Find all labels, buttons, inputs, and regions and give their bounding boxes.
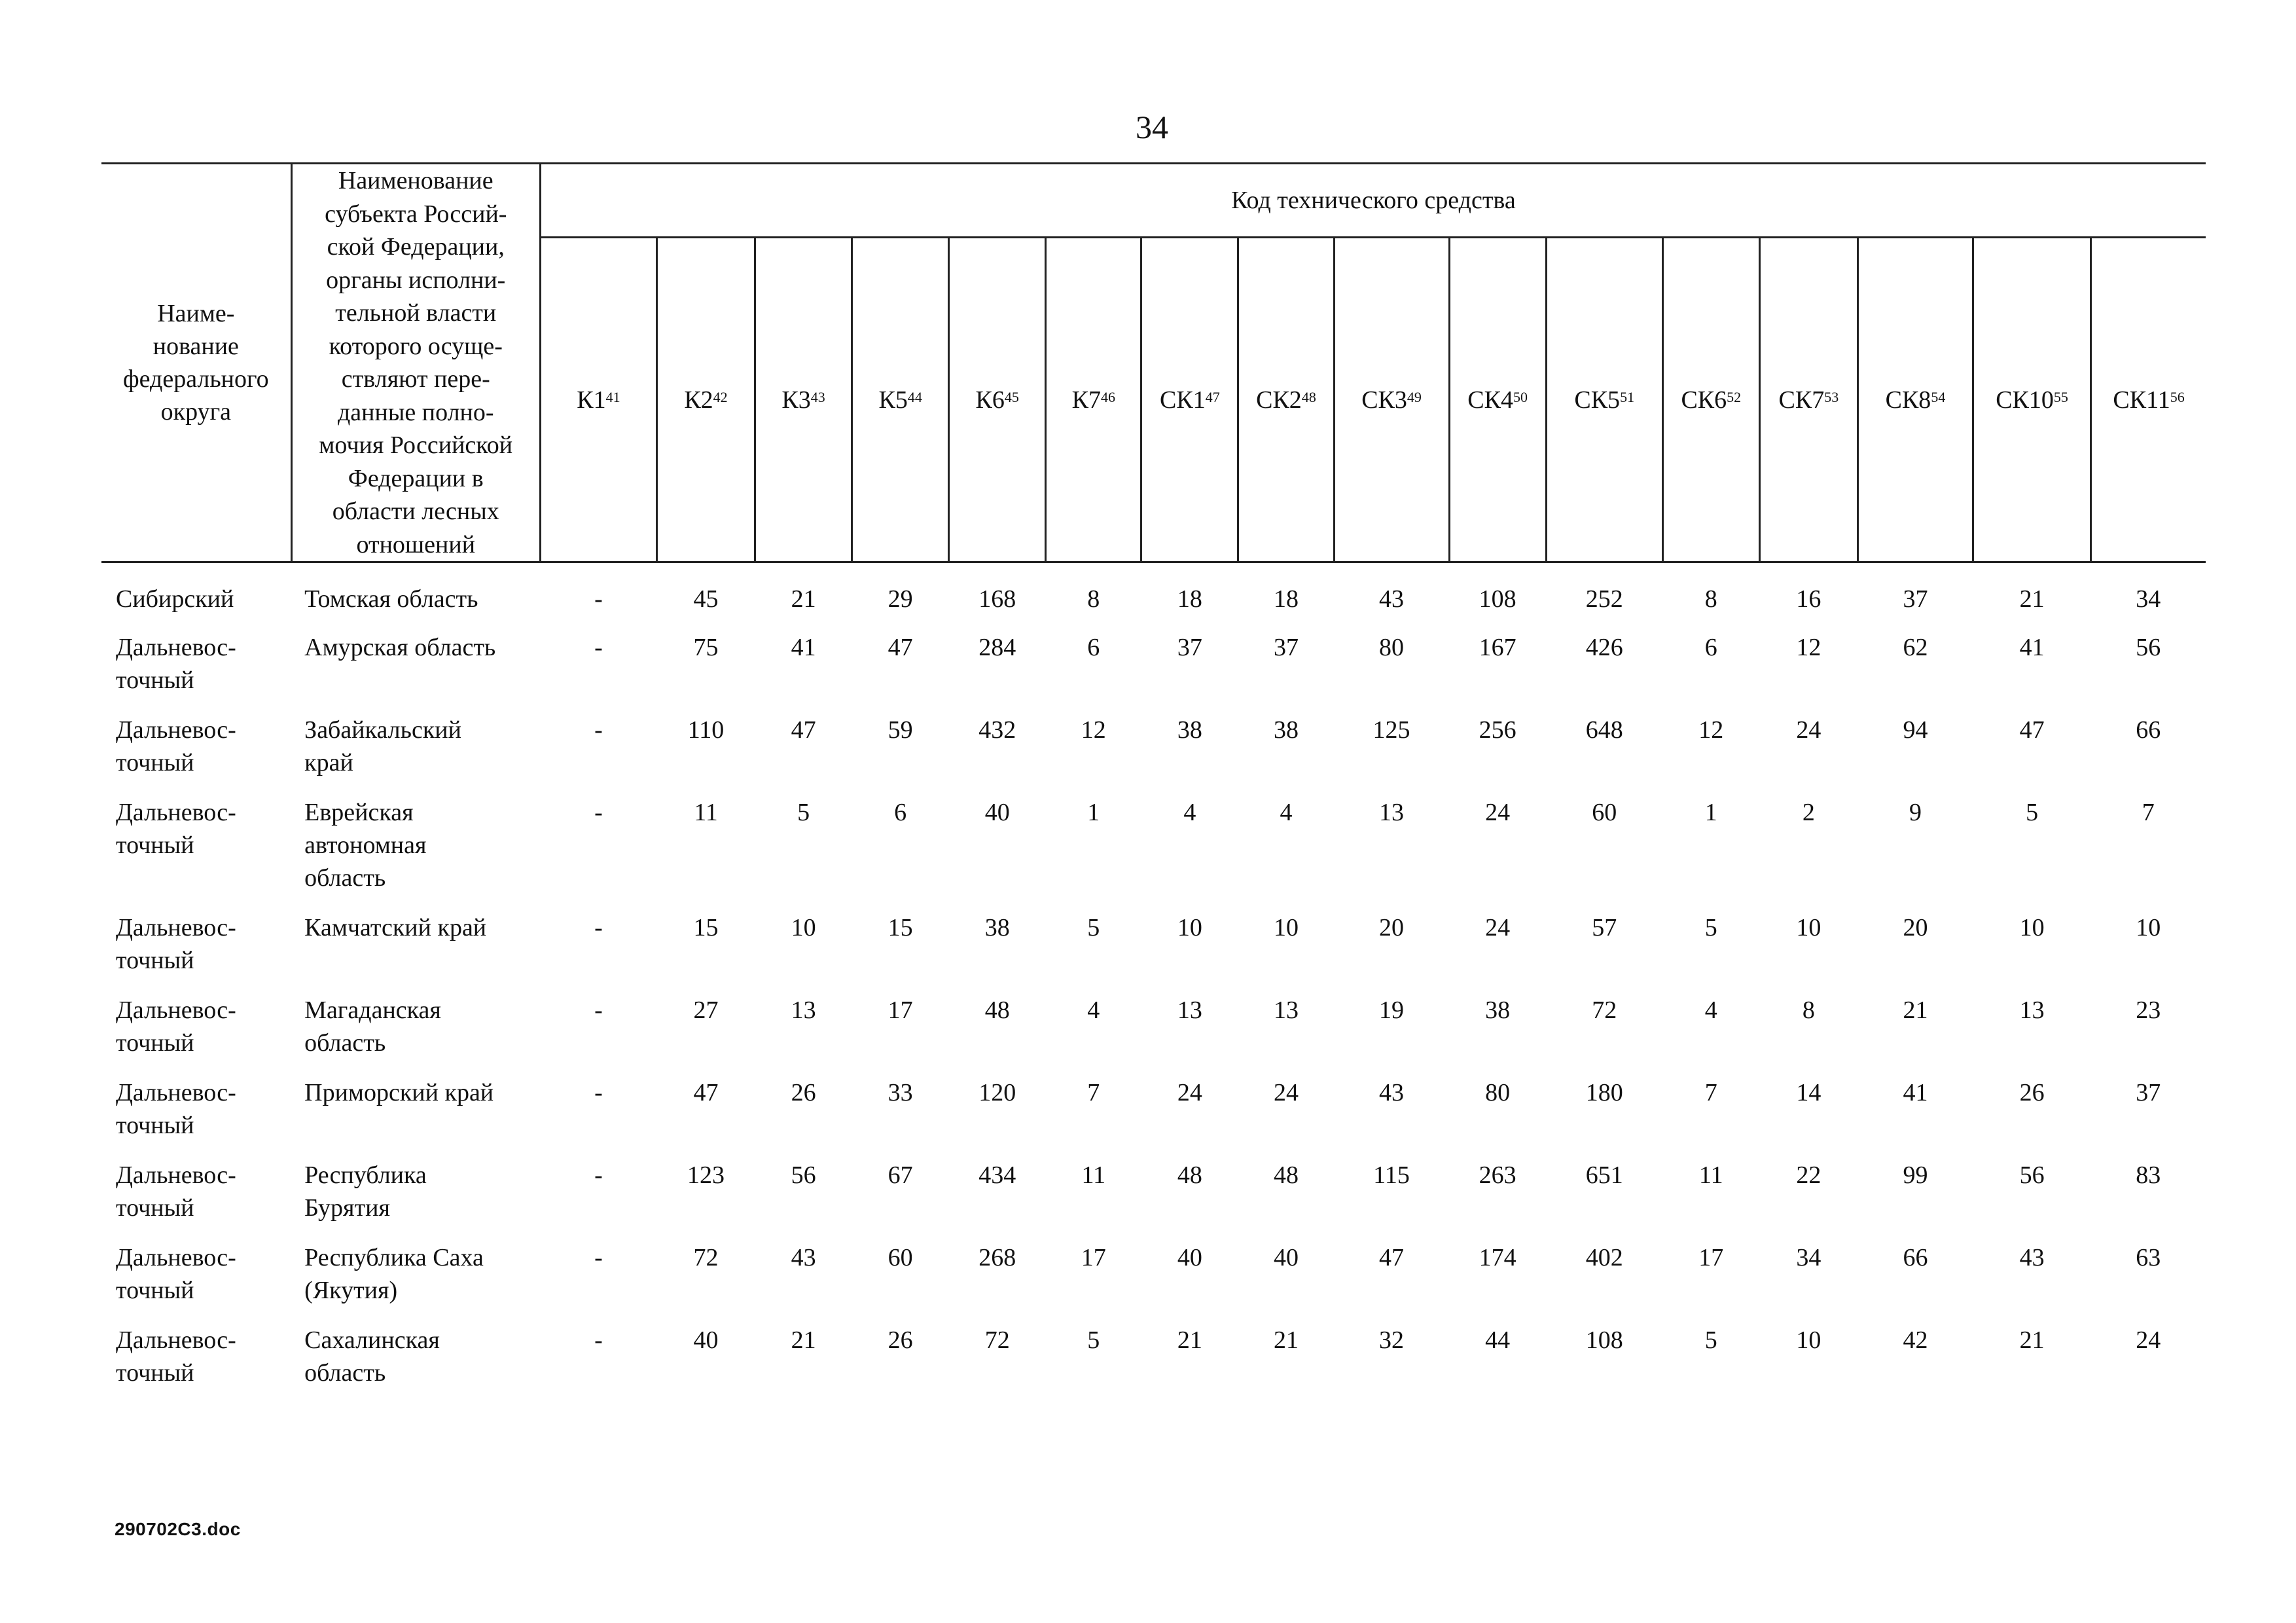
value-cell: 37: [1903, 585, 1928, 613]
value-cell: 2: [1802, 799, 1815, 826]
value-cell: 26: [791, 1079, 816, 1106]
value-cell: 10: [791, 914, 816, 941]
table-row: [101, 583, 2206, 631]
value-cell: 43: [1379, 585, 1405, 613]
code-column-header: [2091, 238, 2206, 562]
value-cell: -: [594, 914, 603, 941]
code-label: К6: [975, 386, 1005, 414]
value-cell: 1: [1087, 799, 1100, 826]
value-cell: 41: [2019, 634, 2045, 661]
value-cell: 8: [1802, 996, 1815, 1024]
value-cell: 5: [2026, 799, 2039, 826]
value-cell: 24: [1485, 799, 1511, 826]
value-cell: 10: [1796, 1326, 1821, 1354]
value-cell: 48: [984, 996, 1010, 1024]
value-cell: 10: [1273, 914, 1299, 941]
value-cell: 47: [1379, 1244, 1405, 1271]
value-cell: 10: [1796, 914, 1821, 941]
value-cell: 120: [978, 1079, 1016, 1106]
value-cell: 21: [1903, 996, 1928, 1024]
value-cell: 13: [1177, 996, 1202, 1024]
value-cell: 19: [1379, 996, 1405, 1024]
value-cell: 6: [1704, 634, 1717, 661]
value-cell: 12: [1698, 716, 1724, 744]
value-cell: 4: [1280, 799, 1293, 826]
value-cell: 57: [1592, 914, 1617, 941]
value-cell: 11: [694, 799, 718, 826]
value-cell: 38: [1273, 716, 1299, 744]
code-label: К3: [781, 386, 811, 414]
code-label: СК3: [1361, 386, 1407, 414]
value-cell: 17: [1081, 1244, 1106, 1271]
value-cell: 4: [1704, 996, 1717, 1024]
code-column-header: [949, 238, 1046, 562]
value-cell: -: [594, 585, 603, 613]
code-column-header: [755, 238, 852, 562]
value-cell: 12: [1081, 716, 1106, 744]
district-column-header-label: Наиме- нование федерального округа: [123, 300, 269, 426]
value-cell: 10: [2136, 914, 2161, 941]
value-cell: 14: [1796, 1079, 1821, 1106]
value-cell: 33: [888, 1079, 913, 1106]
value-cell: 10: [1177, 914, 1202, 941]
value-cell: 180: [1585, 1079, 1623, 1106]
value-cell: 402: [1585, 1244, 1623, 1271]
code-column-header: [1662, 238, 1759, 562]
footnote-marker: 43: [810, 388, 825, 405]
value-cell: 24: [1796, 716, 1821, 744]
value-cell: 83: [2136, 1161, 2161, 1189]
district-cell: Дальневос- точный: [116, 1326, 236, 1387]
code-label: СК10: [1996, 386, 2054, 414]
subject-cell: Приморский край: [304, 1079, 494, 1106]
footnote-marker: 52: [1727, 388, 1742, 405]
code-label: К1: [577, 386, 606, 414]
subject-cell: Томская область: [304, 585, 478, 613]
value-cell: 21: [791, 585, 816, 613]
value-cell: 47: [2019, 716, 2045, 744]
value-cell: 263: [1479, 1161, 1516, 1189]
value-cell: 24: [1177, 1079, 1202, 1106]
value-cell: 115: [1373, 1161, 1410, 1189]
footer-file-name: 290702C3.doc: [115, 1519, 241, 1539]
value-cell: 268: [978, 1244, 1016, 1271]
value-cell: 67: [888, 1161, 913, 1189]
footnote-marker: 45: [1004, 388, 1019, 405]
value-cell: 72: [693, 1244, 719, 1271]
value-cell: 47: [888, 634, 913, 661]
table-row: [101, 1159, 2206, 1241]
value-cell: 20: [1903, 914, 1928, 941]
code-label: СК8: [1885, 386, 1931, 414]
code-column-header: [1449, 238, 1546, 562]
value-cell: 44: [1485, 1326, 1511, 1354]
footnote-marker: 46: [1100, 388, 1115, 405]
value-cell: -: [594, 996, 603, 1024]
value-cell: -: [594, 716, 603, 744]
value-cell: 37: [1177, 634, 1202, 661]
subject-cell: Республика Саха (Якутия): [304, 1244, 484, 1304]
district-cell: Дальневос- точный: [116, 634, 236, 694]
code-label: СК4: [1467, 386, 1513, 414]
value-cell: 72: [984, 1326, 1010, 1354]
value-cell: 8: [1704, 585, 1717, 613]
code-column-header: [1857, 238, 1973, 562]
footnote-marker: 56: [2170, 388, 2185, 405]
value-cell: 6: [1087, 634, 1100, 661]
value-cell: -: [594, 1161, 603, 1189]
code-column-header: [852, 238, 949, 562]
value-cell: 11: [1699, 1161, 1723, 1189]
code-label: К5: [878, 386, 908, 414]
value-cell: 15: [693, 914, 719, 941]
footnote-marker: 48: [1301, 388, 1316, 405]
district-column-header: [101, 164, 291, 562]
value-cell: 41: [1903, 1079, 1928, 1106]
value-cell: 41: [791, 634, 816, 661]
district-cell: Дальневос- точный: [116, 914, 236, 974]
code-column-header: [1546, 238, 1662, 562]
footnote-marker: 50: [1513, 388, 1528, 405]
code-column-header: [540, 238, 656, 562]
footnote-marker: 55: [2053, 388, 2068, 405]
value-cell: 63: [2136, 1244, 2161, 1271]
district-cell: Дальневос- точный: [116, 1244, 236, 1304]
subject-cell: Еврейская автономная область: [304, 799, 427, 892]
value-cell: 168: [978, 585, 1016, 613]
subject-cell: Амурская область: [304, 634, 496, 661]
value-cell: -: [594, 634, 603, 661]
value-cell: 47: [693, 1079, 719, 1106]
value-cell: 10: [2019, 914, 2045, 941]
value-cell: 40: [1177, 1244, 1202, 1271]
value-cell: 432: [978, 716, 1016, 744]
value-cell: 32: [1379, 1326, 1405, 1354]
value-cell: 20: [1379, 914, 1405, 941]
value-cell: 108: [1585, 1326, 1623, 1354]
value-cell: 21: [1273, 1326, 1299, 1354]
table-row: [101, 631, 2206, 714]
subject-cell: Камчатский край: [304, 914, 487, 941]
value-cell: 27: [693, 996, 719, 1024]
value-cell: 108: [1479, 585, 1516, 613]
value-cell: 12: [1796, 634, 1821, 661]
value-cell: 24: [2136, 1326, 2161, 1354]
value-cell: -: [594, 1326, 603, 1354]
subject-cell: Сахалинская область: [304, 1326, 440, 1387]
value-cell: 13: [791, 996, 816, 1024]
value-cell: 56: [791, 1161, 816, 1189]
value-cell: 37: [2136, 1079, 2161, 1106]
value-cell: 47: [791, 716, 816, 744]
district-cell: Дальневос- точный: [116, 996, 236, 1057]
value-cell: 5: [797, 799, 810, 826]
value-cell: 43: [1379, 1079, 1405, 1106]
code-label: СК1: [1160, 386, 1206, 414]
value-cell: 5: [1704, 914, 1717, 941]
code-label: СК11: [2113, 386, 2170, 414]
table-row: [101, 994, 2206, 1076]
value-cell: 60: [888, 1244, 913, 1271]
district-cell: Дальневос- точный: [116, 1079, 236, 1139]
value-cell: 11: [1081, 1161, 1106, 1189]
value-cell: 60: [1592, 799, 1617, 826]
code-label: К7: [1071, 386, 1101, 414]
table-row: [101, 1241, 2206, 1324]
value-cell: 29: [888, 585, 913, 613]
value-cell: 7: [2142, 799, 2155, 826]
value-cell: -: [594, 799, 603, 826]
value-cell: 13: [1379, 799, 1405, 826]
code-column-header: [1238, 238, 1334, 562]
district-cell: Дальневос- точный: [116, 1161, 236, 1222]
value-cell: 18: [1273, 585, 1299, 613]
value-cell: 256: [1479, 716, 1516, 744]
value-cell: 125: [1372, 716, 1410, 744]
district-cell: Дальневос- точный: [116, 799, 236, 859]
value-cell: 43: [2019, 1244, 2045, 1271]
subject-cell: Забайкальский край: [304, 716, 461, 776]
technical-code-group-header: Код технического средства: [540, 164, 2206, 238]
value-cell: 43: [791, 1244, 816, 1271]
value-cell: 38: [1177, 716, 1202, 744]
subject-cell: Республика Бурятия: [304, 1161, 427, 1222]
subject-column-header-label: Наименование субъекта Россий- ской Федерации, органы исполни- тельной власти которого осуще- ствляют пере- данные полно- мочия Российской Федерации в области лесных отношений: [319, 167, 513, 558]
code-column-header: [656, 238, 755, 562]
value-cell: 72: [1592, 996, 1617, 1024]
value-cell: 21: [2019, 585, 2045, 613]
code-label: СК2: [1256, 386, 1302, 414]
code-label: СК7: [1778, 386, 1825, 414]
value-cell: 26: [2019, 1079, 2045, 1106]
code-column-header: [1973, 238, 2091, 562]
value-cell: 75: [693, 634, 719, 661]
value-cell: 7: [1087, 1079, 1100, 1106]
value-cell: 80: [1485, 1079, 1511, 1106]
value-cell: 48: [1177, 1161, 1202, 1189]
value-cell: 99: [1903, 1161, 1928, 1189]
footnote-marker: 49: [1407, 388, 1422, 405]
value-cell: 21: [2019, 1326, 2045, 1354]
value-cell: 8: [1087, 585, 1100, 613]
value-cell: 34: [1796, 1244, 1821, 1271]
value-cell: 6: [894, 799, 907, 826]
value-cell: 13: [2019, 996, 2045, 1024]
value-cell: 174: [1479, 1244, 1516, 1271]
value-cell: 5: [1087, 914, 1100, 941]
value-cell: 22: [1796, 1161, 1821, 1189]
subject-column-header: [291, 164, 540, 562]
value-cell: 434: [978, 1161, 1016, 1189]
value-cell: 13: [1273, 996, 1299, 1024]
table-row: [101, 714, 2206, 796]
value-cell: 66: [2136, 716, 2161, 744]
value-cell: 123: [687, 1161, 725, 1189]
value-cell: 284: [978, 634, 1016, 661]
table-row: [101, 1324, 2206, 1406]
table-row: [101, 911, 2206, 994]
code-column-header: [1759, 238, 1857, 562]
value-cell: 5: [1087, 1326, 1100, 1354]
code-label: К2: [684, 386, 713, 414]
value-cell: 37: [1273, 634, 1299, 661]
value-cell: 38: [984, 914, 1010, 941]
footnote-marker: 54: [1931, 388, 1946, 405]
value-cell: 80: [1379, 634, 1405, 661]
value-cell: 56: [2019, 1161, 2045, 1189]
value-cell: 40: [693, 1326, 719, 1354]
value-cell: 18: [1177, 585, 1202, 613]
value-cell: 5: [1704, 1326, 1717, 1354]
subject-cell: Магаданская область: [304, 996, 441, 1057]
value-cell: 38: [1485, 996, 1511, 1024]
value-cell: 651: [1585, 1161, 1623, 1189]
value-cell: 1: [1704, 799, 1717, 826]
value-cell: -: [594, 1244, 603, 1271]
value-cell: 252: [1585, 585, 1623, 613]
district-cell: Сибирский: [116, 585, 234, 613]
value-cell: 34: [2136, 585, 2161, 613]
value-cell: 59: [888, 716, 913, 744]
value-cell: 426: [1585, 634, 1623, 661]
value-cell: 15: [888, 914, 913, 941]
value-cell: 42: [1903, 1326, 1928, 1354]
code-column-header: [1334, 238, 1449, 562]
value-cell: 56: [2136, 634, 2161, 661]
code-column-header: [1046, 238, 1141, 562]
code-label: СК5: [1574, 386, 1621, 414]
code-column-header: [1141, 238, 1238, 562]
district-cell: Дальневос- точный: [116, 716, 236, 776]
table-row: [101, 1076, 2206, 1159]
value-cell: 66: [1903, 1244, 1928, 1271]
value-cell: 17: [1698, 1244, 1724, 1271]
value-cell: 21: [791, 1326, 816, 1354]
value-cell: 9: [1909, 799, 1922, 826]
value-cell: 40: [984, 799, 1010, 826]
value-cell: 7: [1704, 1079, 1717, 1106]
value-cell: 4: [1087, 996, 1100, 1024]
code-label: СК6: [1681, 386, 1727, 414]
technical-means-table: [101, 162, 2206, 1406]
value-cell: 26: [888, 1326, 913, 1354]
value-cell: 16: [1796, 585, 1821, 613]
value-cell: 110: [687, 716, 725, 744]
value-cell: 94: [1903, 716, 1928, 744]
value-cell: 24: [1273, 1079, 1299, 1106]
footnote-marker: 53: [1824, 388, 1839, 405]
value-cell: 17: [888, 996, 913, 1024]
table-row: [101, 796, 2206, 911]
value-cell: 21: [1177, 1326, 1202, 1354]
value-cell: 48: [1273, 1161, 1299, 1189]
value-cell: 45: [693, 585, 719, 613]
footnote-marker: 51: [1620, 388, 1635, 405]
footnote-marker: 41: [605, 388, 620, 405]
footnote-marker: 47: [1205, 388, 1220, 405]
value-cell: 167: [1479, 634, 1516, 661]
value-cell: 648: [1585, 716, 1623, 744]
value-cell: 23: [2136, 996, 2161, 1024]
value-cell: 62: [1903, 634, 1928, 661]
value-cell: 24: [1485, 914, 1511, 941]
value-cell: 40: [1273, 1244, 1299, 1271]
value-cell: 4: [1183, 799, 1196, 826]
value-cell: -: [594, 1079, 603, 1106]
footnote-marker: 42: [713, 388, 728, 405]
page-number: 34: [1136, 109, 1168, 145]
footnote-marker: 44: [907, 388, 922, 405]
